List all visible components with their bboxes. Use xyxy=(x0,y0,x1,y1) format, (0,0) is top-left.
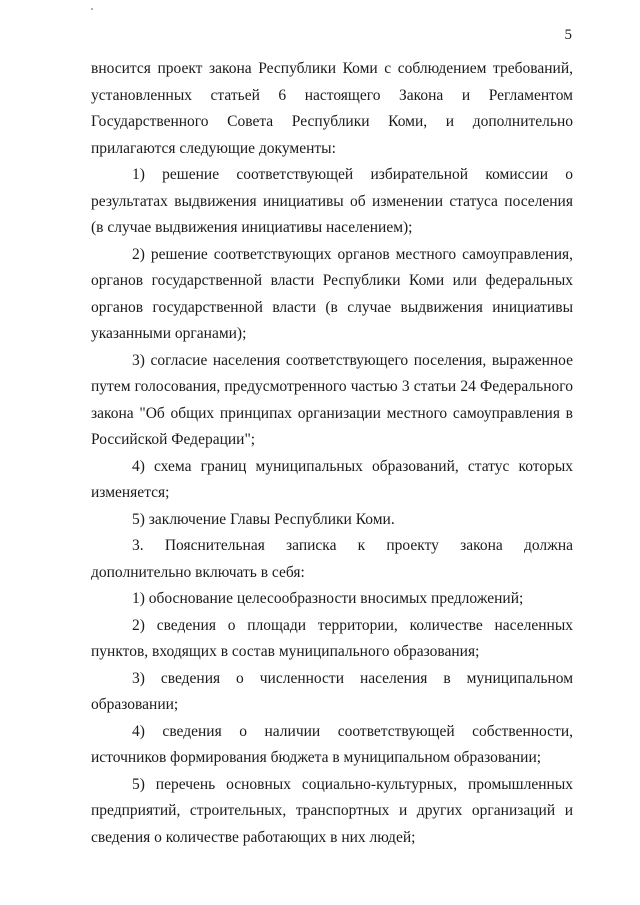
list-item-territory-info: 2) сведения о площади территории, количестве населенных пунктов, входящих в состав муниципального образования; xyxy=(91,616,573,660)
list-item-decision-commission: 1) решение соответствующей избирательной комиссии о результатах выдвижения инициативы об изменении статуса поселения (в случае выдвижения инициативы населением); xyxy=(91,166,573,236)
list-item-population-consent: 3) согласие населения соответствующего поселения, выраженное путем голосования, предусмотренного частью 3 статьи 24 Федерального закона "Об общих принципах организации местного самоуправления в Российской Федерации"; xyxy=(91,351,573,448)
list-item-organizations-list: 5) перечень основных социально-культурных, промышленных предприятий, строительных, транспортных и других организаций и сведения о количестве работающих в них людей; xyxy=(91,775,573,846)
list-item-justification: 1) обоснование целесообразности вносимых предложений; xyxy=(132,590,524,607)
list-item-decision-authorities: 2) решение соответствующих органов местного самоуправления, органов государственной власти Республики Коми или федеральных органов государственной власти (в случае выдвижения инициативы указанными органами); xyxy=(91,245,573,342)
list-item-boundary-scheme: 4) схема границ муниципальных образований, статус которых изменяется; xyxy=(91,457,573,501)
paragraph-continuation: вносится проект закона Республики Коми с соблюдением требований, установленных статьей 6 настоящего Закона и Регламентом Государственного Совета Республики Коми, и дополнительно прилагаются следующие документы: xyxy=(91,60,573,157)
page-number: 5 xyxy=(564,27,572,43)
paragraph-explanatory-note: 3. Пояснительная записка к проекту закона должна дополнительно включать в себя: xyxy=(91,537,573,581)
scan-speck xyxy=(91,8,93,10)
list-item-property-info: 4) сведения о наличии соответствующей собственности, источников формирования бюджета в муниципальном образовании; xyxy=(91,722,573,766)
list-item-head-conclusion: 5) заключение Главы Республики Коми. xyxy=(132,510,395,528)
document-body xyxy=(91,56,573,851)
list-item-population-info: 3) сведения о численности населения в муниципальном образовании; xyxy=(91,669,573,713)
